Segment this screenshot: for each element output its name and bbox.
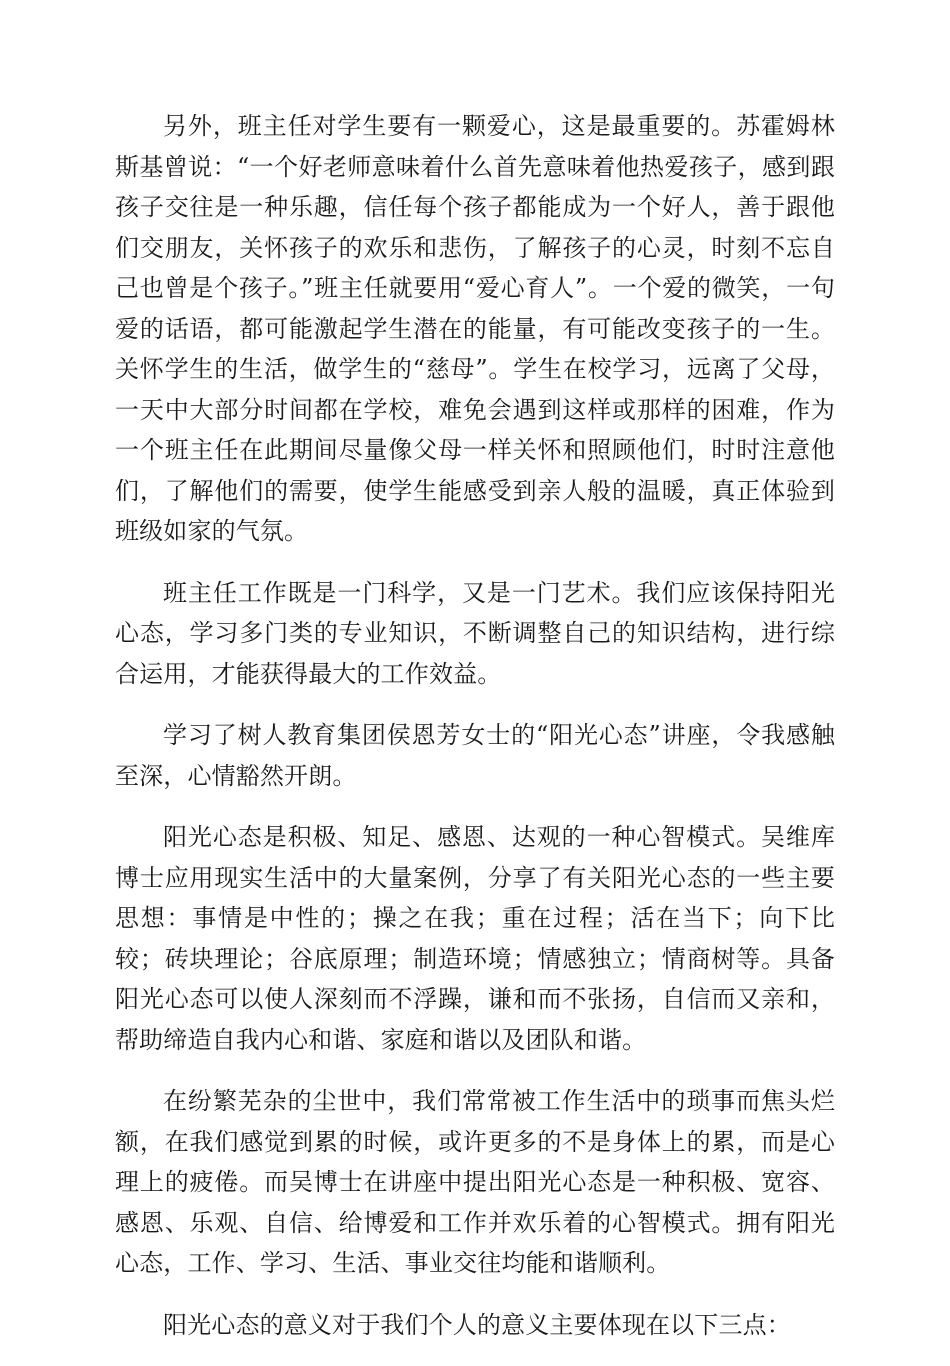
paragraph-sunshine-mindset-definition: 阳光心态是积极、知足、感恩、达观的一种心智模式。吴维库博士应用现实生活中的大量案例，分享了有关阳光心态的一些主要思想：事情是中性的；操之在我；重在过程；活在当下；向下比较；砖块理论；谷底原理；制造环境；情感独立；情商树等。具备阳光心态可以使人深刻而不浮躁，谦和而不张扬，自信而又亲和，帮助缔造自我内心和谐、家庭和谐以及团队和谐。 (115, 823, 835, 1054)
paragraph-busy-world: 在纷繁芜杂的尘世中，我们常常被工作生活中的琐事而焦头烂额，在我们感觉到累的时候，或许更多的不是身体上的累，而是心理上的疲倦。而吴博士在讲座中提出阳光心态是一种积极、宽容、感恩、乐观、自信、给博爱和工作并欢乐着的心智模式。拥有阳光心态，工作、学习、生活、事业交往均能和谐顺利。 (115, 1087, 835, 1277)
paragraph-significance-intro: 阳光心态的意义对于我们个人的意义主要体现在以下三点： (163, 1310, 791, 1339)
paragraph-science-and-art: 班主任工作既是一门科学，又是一门艺术。我们应该保持阳光心态，学习多门类的专业知识，不断调整自己的知识结构，进行综合运用，才能获得最大的工作效益。 (115, 578, 835, 688)
paragraph-caring-for-students: 另外，班主任对学生要有一颗爱心，这是最重要的。苏霍姆林斯基曾说：“一个好老师意味着什么首先意味着他热爱孩子，感到跟孩子交往是一种乐趣，信任每个孩子都能成为一个好人，善于跟他们交朋友，关怀孩子的欢乐和悲伤，了解孩子的心灵，时刻不忘自己也曾是个孩子。”班主任就要用“爱心育人”。一个爱的微笑，一句爱的话语，都可能激起学生潜在的能量，有可能改变孩子的一生。关怀学生的生活，做学生的“慈母”。学生在校学习，远离了父母，一天中大部分时间都在学校，难免会遇到这样或那样的困难，作为一个班主任在此期间尽量像父母一样关怀和照顾他们，时时注意他们，了解他们的需要，使学生能感受到亲人般的温暖，真正体验到班级如家的气氛。 (115, 112, 835, 545)
document-body (115, 106, 835, 1366)
paragraph-lecture-reflection: 学习了树人教育集团侯恩芳女士的“阳光心态”讲座，令我感触至深，心情豁然开朗。 (115, 721, 835, 790)
